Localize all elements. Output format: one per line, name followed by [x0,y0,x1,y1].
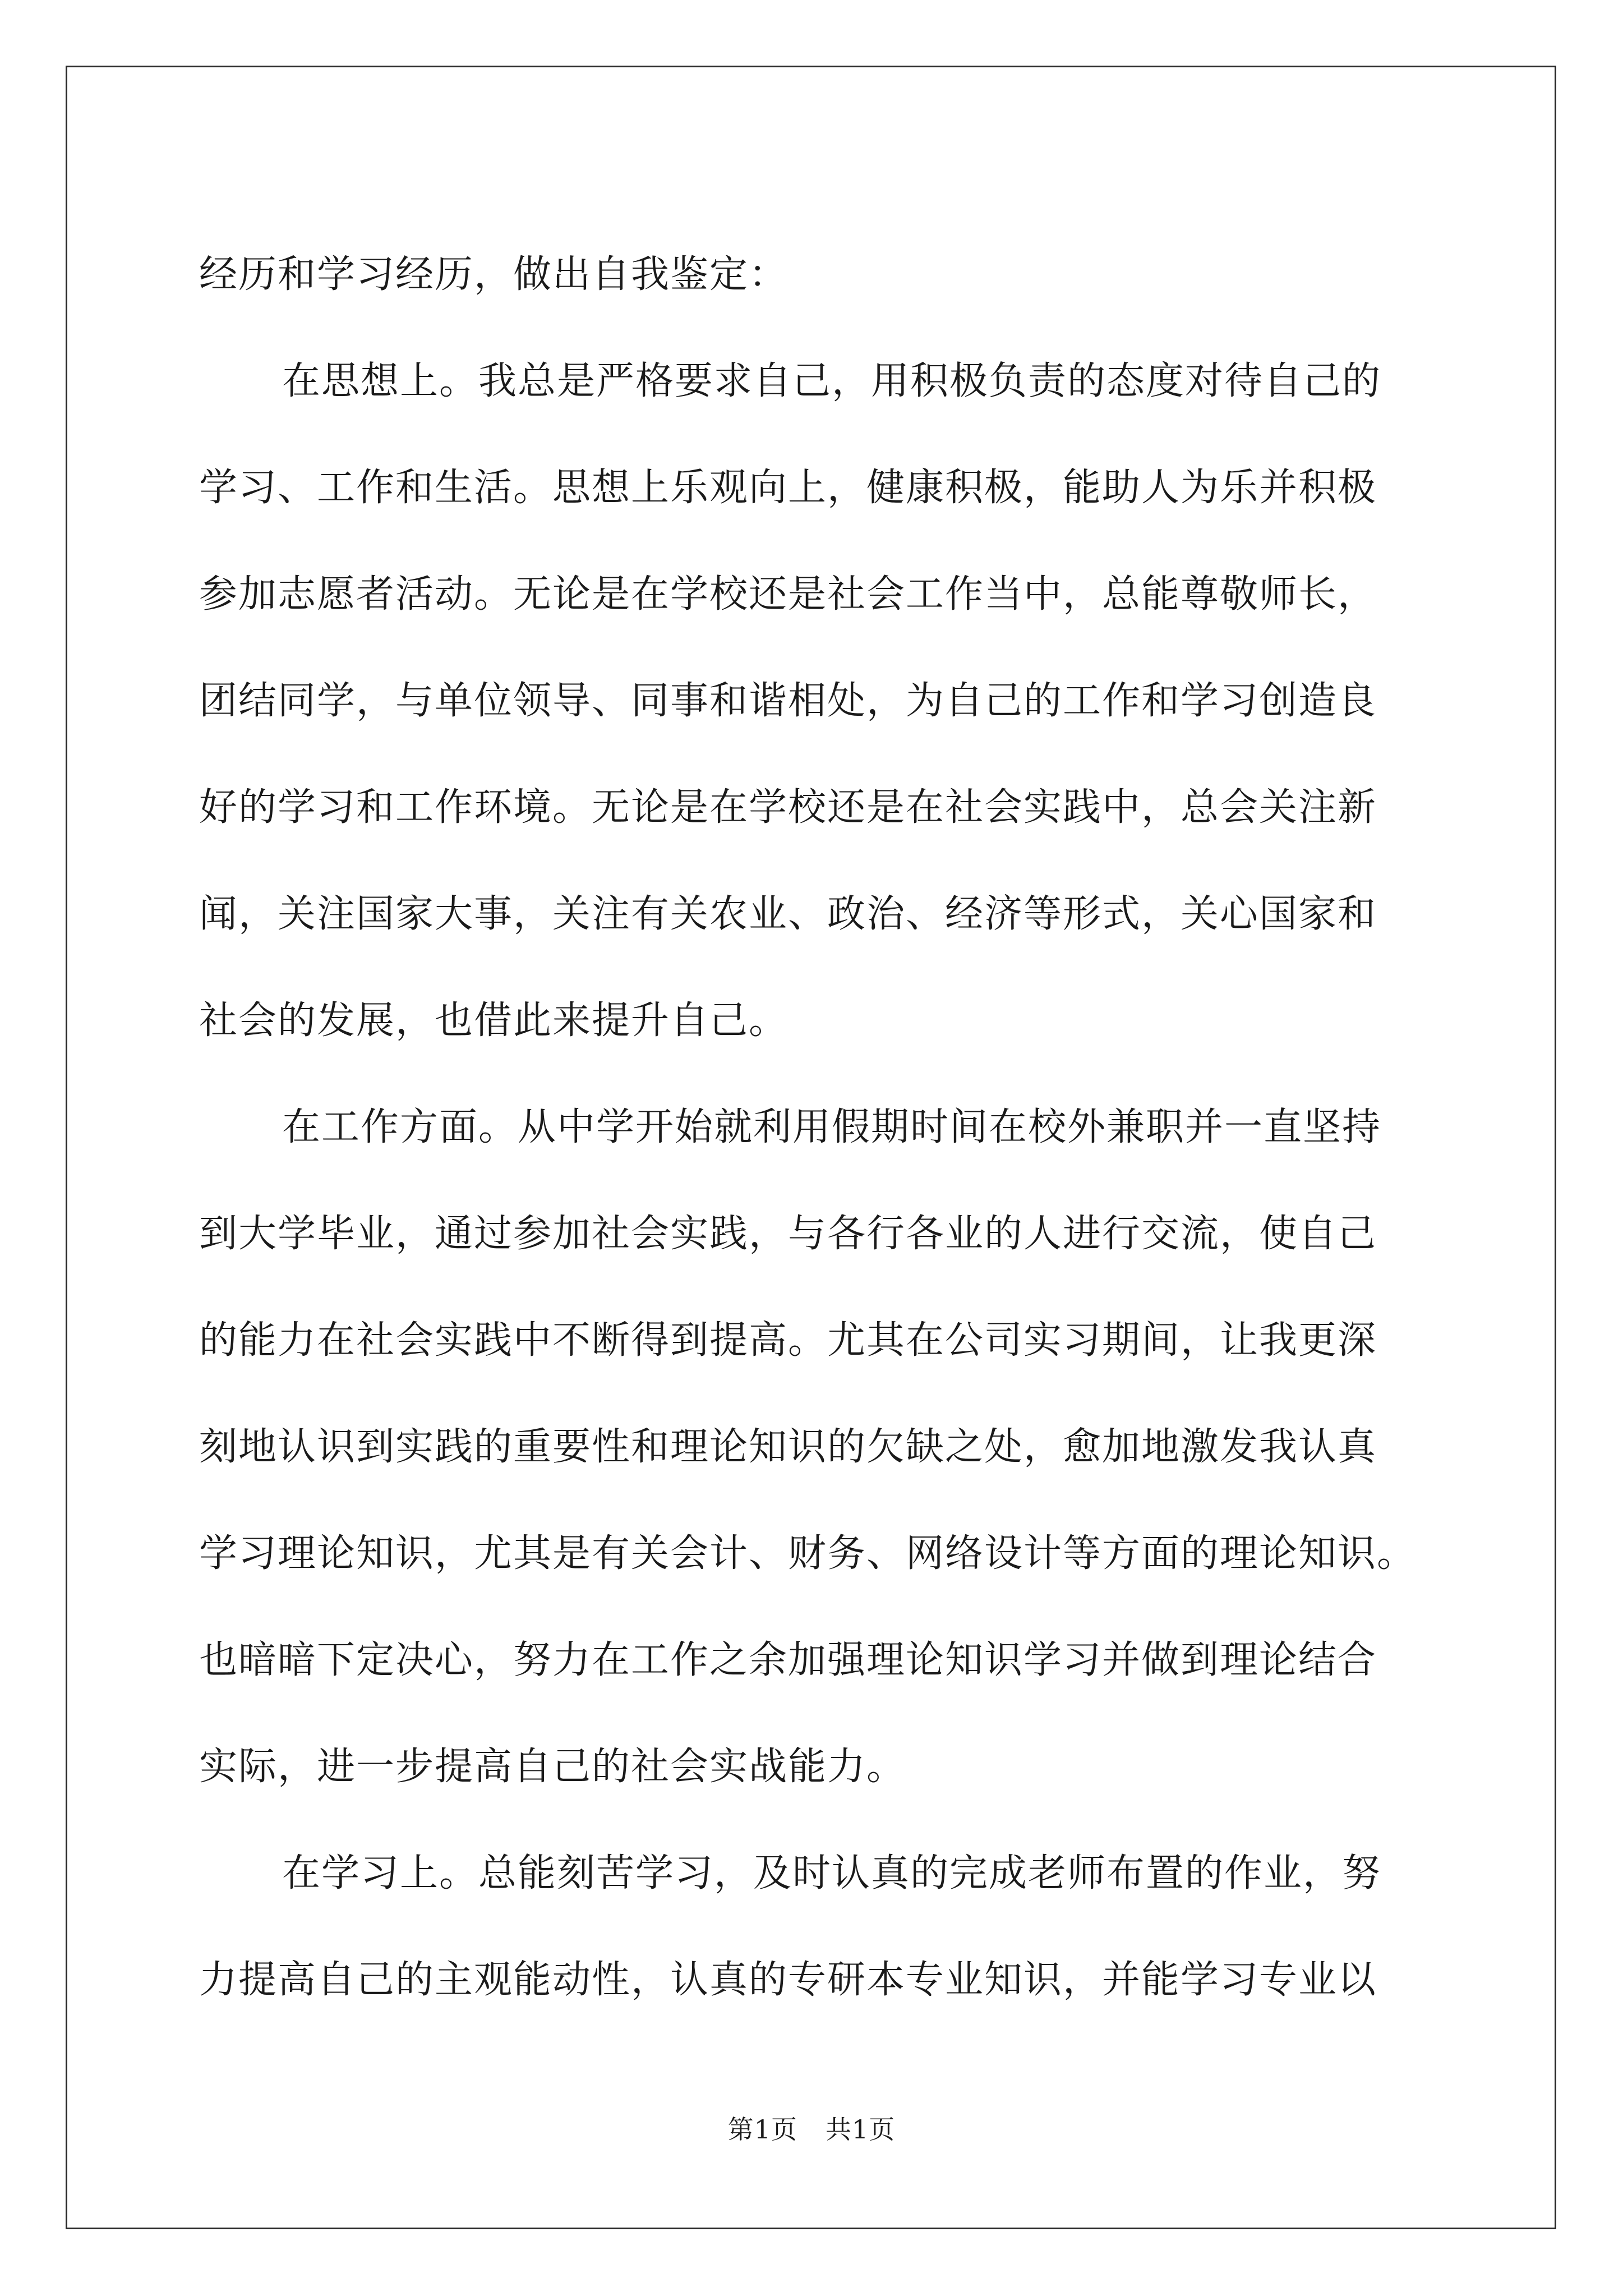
text-line: 的能力在社会实践中不断得到提高。尤其在公司实习期间，让我更深 [199,1318,1377,1363]
text-line: 团结同学，与单位领导、同事和谐相处，为自己的工作和学习创造良 [199,679,1377,723]
paragraph-start-line: 在工作方面。从中学开始就利用假期时间在校外兼职并一直坚持 [282,1105,1382,1149]
text-line: 力提高自己的主观能动性，认真的专研本专业知识，并能学习专业以 [199,1958,1377,2002]
paragraph-start-line: 在学习上。总能刻苦学习，及时认真的完成老师布置的作业，努 [282,1851,1382,1895]
text-line: 到大学毕业，通过参加社会实践，与各行各业的人进行交流，使自己 [199,1212,1377,1256]
text-line: 学习、工作和生活。思想上乐观向上，健康积极，能助人为乐并积极 [199,466,1377,510]
text-line: 学习理论知识，尤其是有关会计、财务、网络设计等方面的理论知识。 [199,1531,1417,1576]
text-line: 实际，进一步提高自己的社会实战能力。 [199,1745,906,1789]
text-line: 刻地认识到实践的重要性和理论知识的欠缺之处，愈加地激发我认真 [199,1425,1377,1469]
text-line: 好的学习和工作环境。无论是在学校还是在社会实践中，总会关注新 [199,785,1377,830]
document-body [199,222,1438,2033]
text-line: 社会的发展，也借此来提升自己。 [199,999,789,1043]
page-footer [0,2109,1623,2146]
text-line: 参加志愿者活动。无论是在学校还是社会工作当中，总能尊敬师长， [199,572,1377,616]
page-number-current: 第1页 [727,2114,797,2145]
text-line: 经历和学习经历，做出自我鉴定： [199,252,789,297]
page-number-total: 共1页 [826,2114,896,2145]
paragraph-start-line: 在思想上。我总是严格要求自己，用积极负责的态度对待自己的 [282,359,1382,403]
text-line: 闻，关注国家大事，关注有关农业、政治、经济等形式，关心国家和 [199,892,1377,936]
text-line: 也暗暗下定决心，努力在工作之余加强理论知识学习并做到理论结合 [199,1638,1377,1682]
